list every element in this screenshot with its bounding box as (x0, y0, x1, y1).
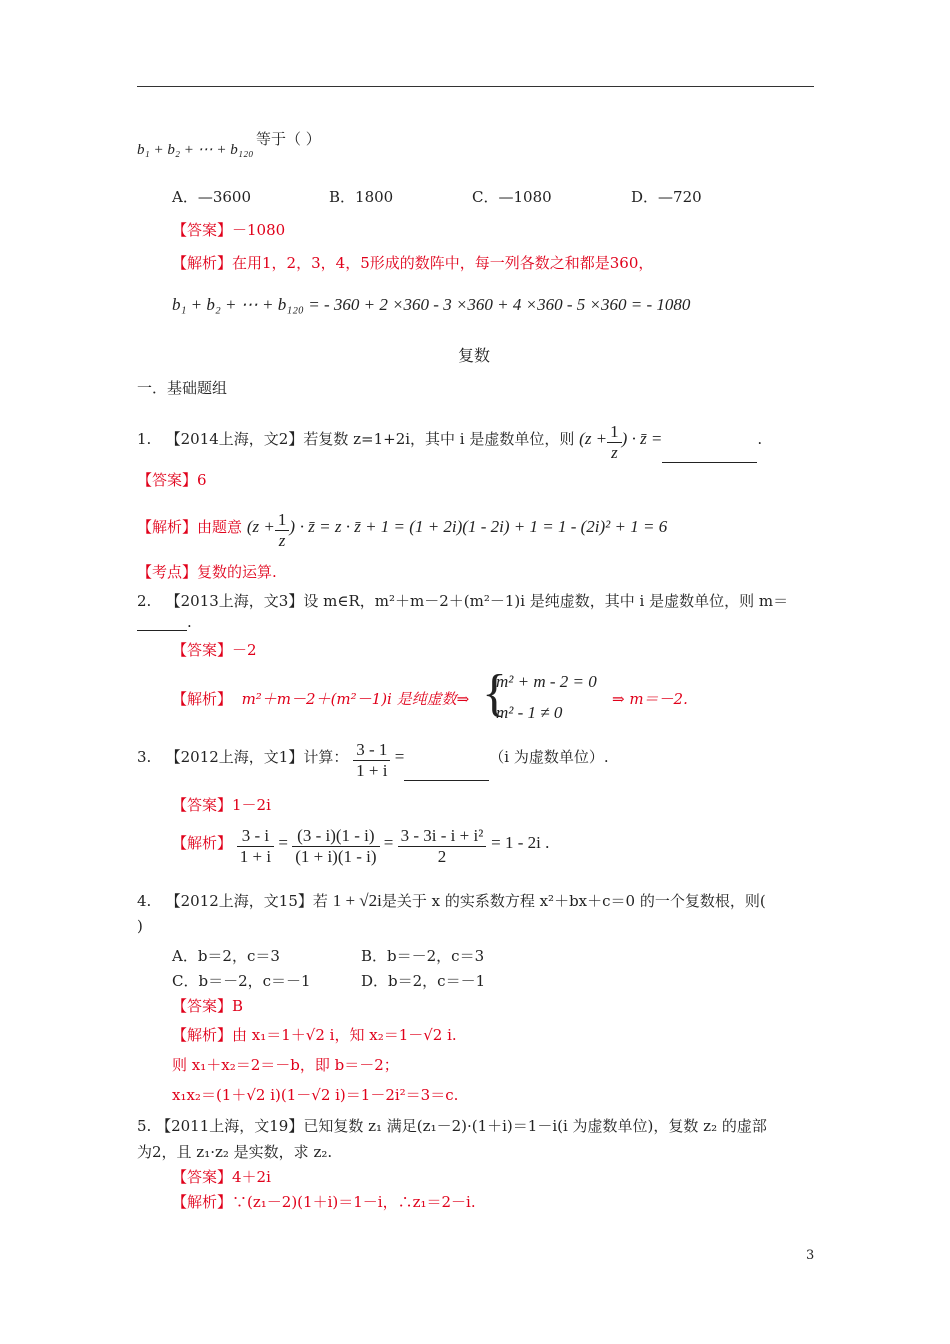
q3-line: 3. 【2012上海，文1】计算： $\frac{3 - 1}{1 + i}$ = （i 为虚数单位）. (137, 740, 609, 780)
q4-line2: ) (137, 917, 143, 935)
prev-question-tail: 等于（ ） (256, 130, 321, 148)
prev-option-d: D．—720 (631, 188, 702, 206)
prev-analysis-formula: b₁ + b₂ + ⋯ + b₁₂₀ = - 360 + 2 ×360 - 3 ×360 + 4 ×360 - 5 ×360 = - 1080 (172, 295, 691, 314)
q2-result: ⇒ m＝－2. (612, 690, 688, 708)
q4-option-c: C．b＝－2，c＝－1 (172, 972, 311, 990)
prev-option-b: B．1800 (329, 188, 394, 206)
prev-answer: 【答案】－1080 (172, 221, 286, 239)
q2-system-brace: { (482, 665, 507, 722)
prev-option-c: C．—1080 (472, 188, 552, 206)
q1-line: 1. 【2014上海，文2】若复数 z=1+2i，其中 i 是虚数单位，则 (z + $\frac{1}{z}$ ) · z̄ = . (137, 422, 763, 462)
q4-option-d: D．b＝2，c＝－1 (361, 972, 486, 990)
q5-line: 5. 【2011上海，文19】已知复数 z₁ 满足(z₁－2)·(1＋i)＝1－i(i 为虚数单位)，复数 z₂ 的虚部 (137, 1117, 767, 1135)
q5-line2: 为2，且 z₁·z₂ 是实数，求 z₂. (137, 1143, 333, 1161)
q4-line: 4. 【2012上海，文15】若 1 + √2i是关于 x 的实系数方程 x²＋bx＋c＝0 的一个复数根，则( (137, 891, 766, 910)
q2-answer: 【答案】－2 (172, 641, 257, 659)
q4-analysis-3: x₁x₂＝(1＋√2 i)(1－√2 i)＝1－2i²＝3＝c. (172, 1086, 459, 1104)
q2-system-eq1: m² + m - 2 = 0 (496, 672, 597, 691)
q1-analysis: 【解析】由题意 (z + $\frac{1}{z}$ ) · z̄ = z · z̄ + 1 = (1 + 2i)(1 - 2i) + 1 = 1 - (2i)² + 1 = 6 (137, 510, 668, 550)
q5-analysis: 【解析】∵(z₁－2)(1＋i)＝1－i，∴z₁＝2－i. (172, 1193, 476, 1211)
q2-line: 2. 【2013上海，文3】设 m∈R，m²＋m－2＋(m²－1)i 是纯虚数，其中 i 是虚数单位，则 m＝ (137, 592, 789, 610)
page-number: 3 (806, 1248, 815, 1263)
prev-option-a: A．—3600 (172, 188, 252, 206)
q2-line2: . (137, 613, 192, 631)
q2-system-eq2: m² - 1 ≠ 0 (496, 703, 563, 722)
q4-analysis-2: 则 x₁＋x₂＝2＝－b，即 b＝－2； (172, 1056, 399, 1074)
q5-answer: 【答案】4＋2i (172, 1168, 271, 1186)
q3-answer: 【答案】1－2i (172, 796, 271, 814)
q4-option-b: B．b＝－2，c＝3 (361, 947, 485, 965)
q3-analysis: 【解析】 $\frac{3 - i}{1 + i}$ = $\frac{(3 - i)(1 - i)}{(1 + i)(1 - i)}$ = $\frac{\text{3 - 3i - i + i²}}{2}$ = 1 - 2i . (172, 826, 550, 866)
prev-question-expr: b₁ + b₂ + ⋯ + b₁₂₀ (137, 142, 254, 158)
header-rule (137, 86, 814, 87)
prev-analysis: 【解析】在用1，2，3，4，5形成的数阵中，每一列各数之和都是360， (172, 254, 654, 272)
section-title: 复数 (458, 346, 491, 365)
q4-answer: 【答案】B (172, 997, 244, 1015)
group-title: 一．基础题组 (137, 379, 228, 397)
q2-analysis: 【解析】 m²＋m－2＋(m²－1)i 是纯虚数⇒ (172, 690, 470, 708)
q4-analysis: 【解析】由 x₁＝1＋√2 i，知 x₂＝1－√2 i. (172, 1026, 457, 1044)
q1-answer: 【答案】6 (137, 471, 207, 489)
q4-option-a: A．b＝2，c＝3 (172, 947, 280, 965)
q1-point: 【考点】复数的运算. (137, 563, 277, 581)
